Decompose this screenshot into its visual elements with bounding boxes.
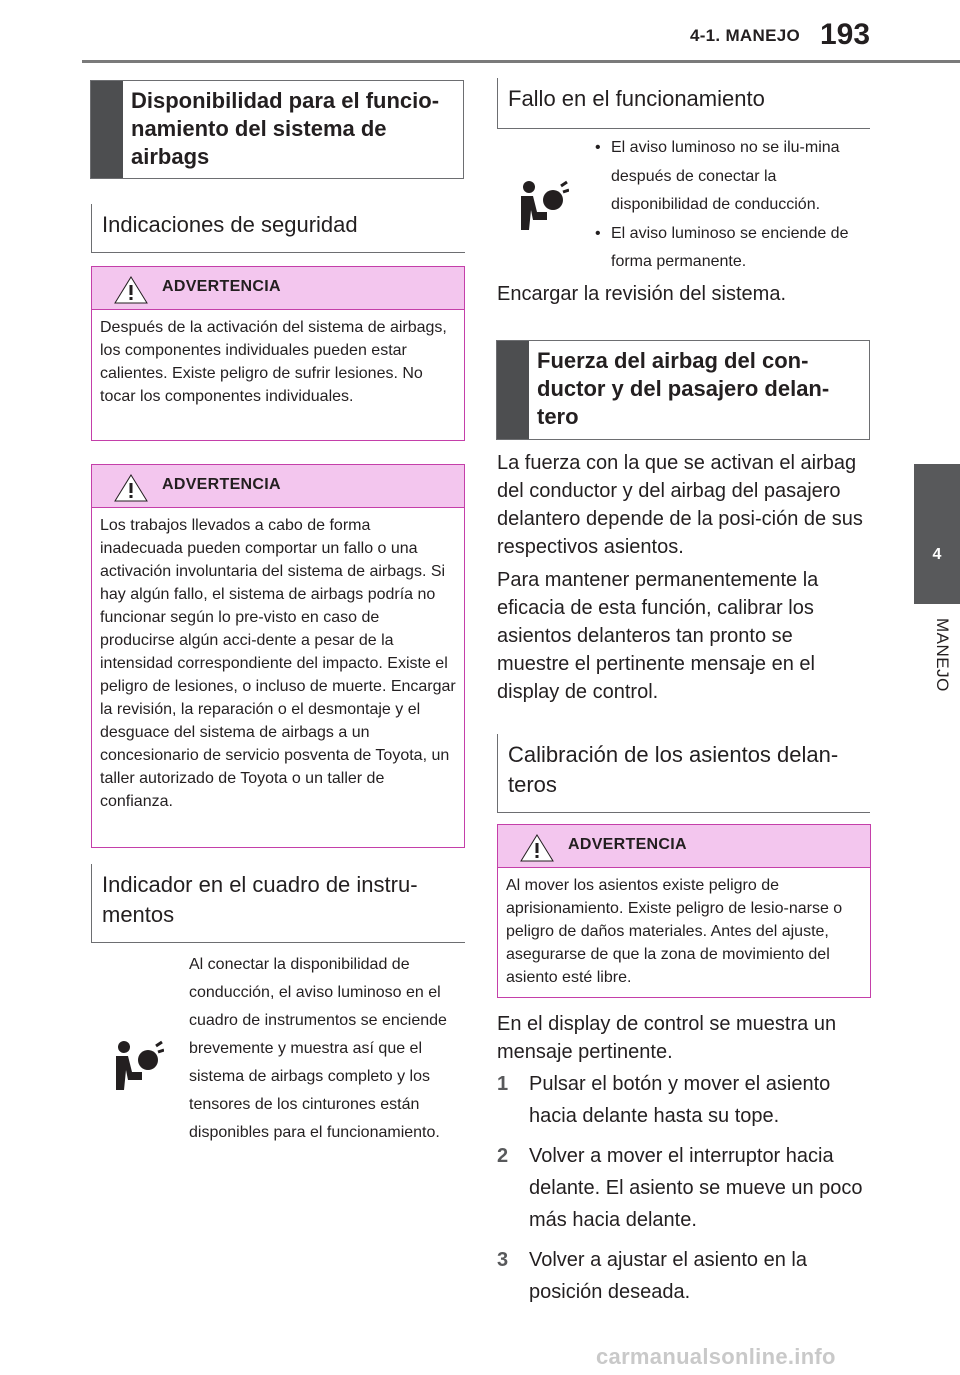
step-2 (497, 1140, 869, 1236)
heading-calibration: Calibración de los asientos delan-teros (497, 734, 870, 813)
calibration-steps (497, 1068, 869, 1316)
heading-fault: Fallo en el funcionamiento (497, 78, 870, 129)
warning-box-1 (91, 266, 465, 441)
warning-triangle-icon (114, 276, 148, 304)
step-text: Volver a ajustar el asiento en la posición deseada. (529, 1249, 807, 1303)
step-3 (497, 1244, 869, 1308)
warning-header (498, 825, 870, 868)
section-title: 4-1. MANEJO (689, 26, 800, 45)
chapter-number: 4 (932, 546, 942, 563)
warning-text: Los trabajos llevados a cabo de forma inadecuada pueden comportar un fallo o una activación involuntaria del sistema de airbags. Si hay algún fallo, el sistema de airbags podría no funcionar según lo pre-visto en caso de producirse algún acci-dente a pesar de la intensidad correspondiente del impacto. Existe el peligro de lesiones, o incluso de muerte. Encargar la revisión, la reparación o el desmontaje y el desguace del sistema de airbags a un concesionario de servicio posventa de Toyota, un taller autorizado de Toyota o un taller de confianza. (100, 517, 456, 810)
heading-safety: Indicaciones de seguridad (91, 204, 465, 253)
heading-availability: Disponibilidad para el funcio-namiento del sistema de airbags (131, 88, 440, 169)
airbag-warning-icon (517, 180, 569, 232)
step-number: 1 (497, 1073, 509, 1095)
header-rule (82, 60, 960, 63)
airbag-warning-icon (112, 1040, 164, 1092)
step-number: 3 (497, 1249, 509, 1271)
warning-box-2 (91, 464, 465, 848)
warning-triangle-icon (520, 834, 554, 862)
step-text: Pulsar el botón y mover el asiento hacia delante hasta su tope. (529, 1073, 831, 1127)
heading-box-force (496, 340, 870, 440)
warning-title: ADVERTENCIA (162, 278, 281, 295)
heading-bar (497, 341, 529, 439)
calibration-intro: En el display de control se muestra un mensaje pertinente. (497, 1013, 837, 1063)
warning-header (92, 465, 464, 508)
indicator-text: Al conectar la disponibilidad de conducción, el aviso luminoso en el cuadro de instrumentos se enciende brevemente y muestra así que el sistema de airbags completo y los tensores de los cinturones están disponibles para el funcionamiento. (189, 956, 447, 1141)
chapter-label: MANEJO (933, 618, 952, 692)
warning-title: ADVERTENCIA (162, 476, 281, 493)
step-number: 2 (497, 1145, 509, 1167)
warning-header (92, 267, 464, 310)
list-item: • El aviso luminoso no se ilu-mina después de conectar la disponibilidad de conducción. (591, 134, 867, 220)
heading-box-availability (90, 80, 464, 179)
heading-indicator: Indicador en el cuadro de instru-mentos (91, 864, 465, 943)
warning-text: Al mover los asientos existe peligro de aprisionamiento. Existe peligro de lesio-narse o peligro de daños materiales. Antes del ajuste, asegurarse de que la zona de movimiento del asiento esté libre. (506, 877, 843, 986)
fault-action: Encargar la revisión del sistema. (497, 283, 787, 305)
page-number: 193 (820, 18, 871, 51)
warning-text: Después de la activación del sistema de airbags, los componentes individuales pueden estar calientes. Existe peligro de sufrir lesiones. No tocar los componentes individuales. (100, 319, 447, 405)
force-paragraph-2: Para mantener permanentemente la eficacia de esta función, calibrar los asientos delanteros tan pronto se muestre el pertinente mensaje en el display de control. (497, 569, 819, 703)
chapter-tab (914, 464, 960, 604)
list-item: • El aviso luminoso se enciende de forma permanente. (591, 220, 867, 277)
fault-list (591, 134, 867, 277)
watermark: carmanualsonline.info (596, 1344, 836, 1369)
step-text: Volver a mover el interruptor hacia delante. El asiento se mueve un poco más hacia delante. (529, 1145, 863, 1231)
heading-force: Fuerza del airbag del con-ductor y del pasajero delan-tero (537, 348, 830, 429)
warning-title: ADVERTENCIA (568, 836, 687, 853)
heading-bar (91, 81, 123, 178)
warning-triangle-icon (114, 474, 148, 502)
warning-box-3 (497, 824, 871, 998)
step-1 (497, 1068, 869, 1132)
force-paragraph-1: La fuerza con la que se activan el airbag del conductor y del airbag del pasajero delantero depende de la posi-ción de sus respectivos asientos. (497, 452, 863, 558)
